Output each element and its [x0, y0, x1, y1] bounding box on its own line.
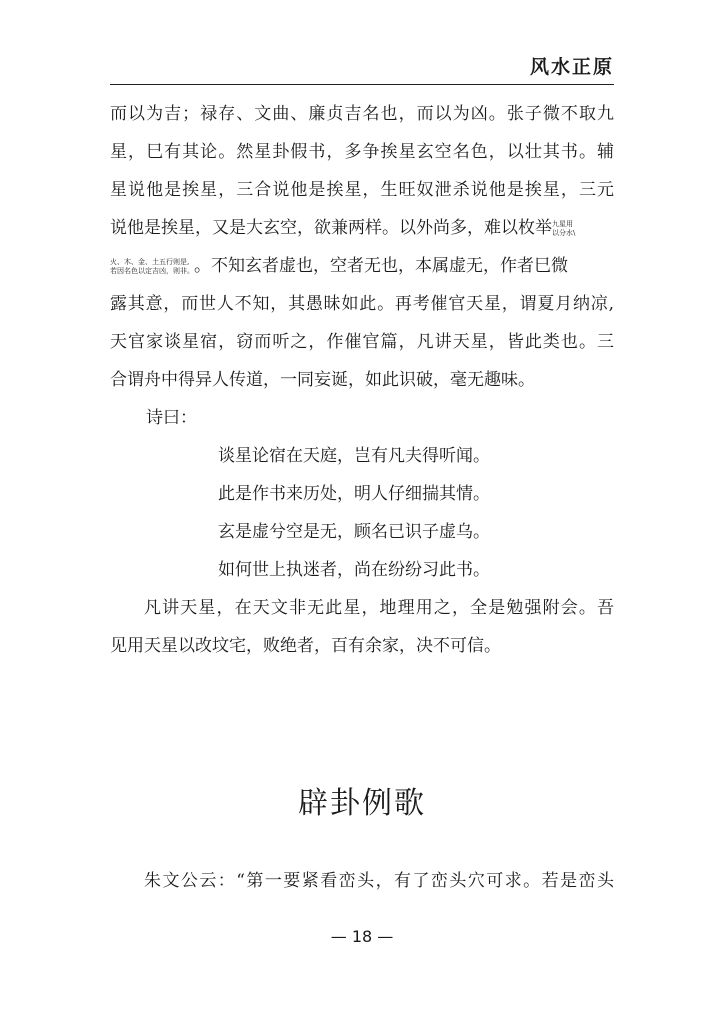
closing-paragraph-line-1: 凡讲天星，在天文非无此星，地理用之，全是勉强附会。吾	[144, 598, 614, 618]
poem-intro: 诗曰：	[146, 408, 197, 428]
section-title: 辟卦例歌	[298, 786, 426, 821]
inline-note-a-line1: 九星用	[552, 219, 573, 228]
page-number: — 18 —	[330, 927, 394, 946]
section-text-block	[110, 862, 614, 900]
text-line-8: 合谓舟中得异人传道，一同妄诞，如此识破，毫无趣味。	[110, 370, 535, 390]
inline-note-b-line2: 若因名色以定吉凶，则非。	[110, 266, 194, 275]
text-line-2: 星，巳有其论。然星卦假书，多争挨星玄空名色，以壮其书。辅	[110, 142, 614, 162]
text-line-6: 露其意，而世人不知，其愚昧如此。再考催官天星，谓夏月纳凉,	[110, 294, 614, 314]
running-header-title: 风水正原	[529, 56, 614, 78]
header-rule	[110, 84, 614, 85]
main-text-block	[110, 95, 614, 665]
inline-note-a	[552, 220, 575, 238]
closing-paragraph-line-2: 见用天星以改坟宅，败绝者，百有余家，决不可信。	[110, 636, 501, 656]
poem-line-1: 谈星论宿在天庭，岂有凡夫得听闻。	[218, 446, 490, 466]
text-line-1: 而以为吉；禄存、文曲、廉贞吉名也，而以为凶。张子微不取九	[110, 104, 614, 124]
poem-line-2: 此是作书来历处，明人仔细揣其情。	[218, 484, 490, 504]
text-line-3: 星说他是挨星，三合说他是挨星，生旺奴泄杀说他是挨星，三元	[110, 180, 614, 200]
text-line-5-main: 。不知玄者虚也，空者无也，本属虚无，作者巳微	[194, 256, 568, 276]
section-first-line: 朱文公云：“第一要紧看峦头，有了峦头穴可求。若是峦头	[144, 871, 614, 891]
text-line-5	[110, 247, 614, 285]
inline-note-b-line1: 火、木、金、土五行则是,	[110, 257, 190, 266]
poem-line-3: 玄是虚兮空是无，顾名已识子虚乌。	[218, 522, 490, 542]
text-line-4	[110, 209, 614, 247]
inline-note-b	[110, 258, 194, 276]
poem-line-4: 如何世上执迷者，尚在纷纷习此书。	[218, 560, 490, 580]
inline-note-a-line2: 以分水\	[552, 228, 576, 237]
text-line-7: 天官家谈星宿，窃而听之，作催官篇，凡讲天星，皆此类也。三	[110, 332, 614, 352]
text-line-4-main: 说他是挨星，又是大玄空，欲兼两样。以外尚多，难以枚举	[110, 218, 552, 238]
